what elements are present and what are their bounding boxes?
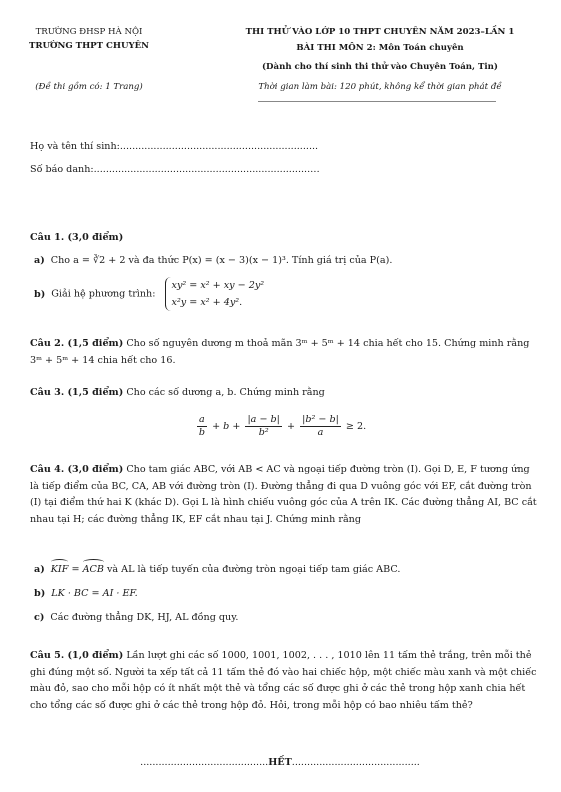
question-2-heading: Câu 2. (1,5 điểm) <box>30 338 124 349</box>
question-3-text: Cho các số dương a, b. Chứng minh rằng <box>126 387 325 398</box>
question-5-heading: Câu 5. (1,0 điểm) <box>30 650 124 661</box>
question-3-inequality <box>0 414 561 439</box>
angle-equals: = <box>71 564 80 575</box>
question-3 <box>30 385 540 402</box>
question-1-heading: Câu 1. (3,0 điểm) <box>30 232 124 243</box>
exam-title: THI THỬ VÀO LỚP 10 THPT CHUYÊN NĂM 2023–LẦN 1 <box>245 27 515 37</box>
question-4b-text: LK · BC = AI · EF. <box>51 588 138 599</box>
question-4a-label: a) <box>34 564 45 575</box>
exam-audience: (Dành cho thí sinh thi thử vào Chuyên Toán, Tin) <box>261 62 498 72</box>
question-4-text: Cho tam giác ABC, với AB < AC và ngoại tiếp đường tròn (I). Gọi D, E, F tương ứng là tiếp điểm của BC, CA, AB với đường tròn (I). Đường thẳng đi qua D vuông góc với EF, cắt đường tròn (I) tại điểm thứ hai K (khác D). Gọi L là hình chiếu vuông góc của A trên IK. Các đường thẳng AI, BC cắt nhau tại H; các đường thẳng IK, EF cắt nhau tại J. Chứng minh rằng <box>30 464 537 525</box>
end-marker <box>140 757 420 768</box>
exam-subject: BÀI THI MÔN 2: Môn Toán chuyên <box>296 43 464 53</box>
equation-1: xy² = x² + xy − 2y² <box>171 280 265 291</box>
question-4c <box>34 610 539 626</box>
student-name-line: Họ và tên thí sinh:................................................................. <box>30 141 319 152</box>
question-1b-text: Giải hệ phương trình: <box>51 288 156 300</box>
question-1a-text: Cho a = ∛2 + 2 và đa thức P(x) = (x − 3)(x − 1)³. Tính giá trị của P(a). <box>50 255 393 266</box>
school-name: TRƯỜNG THPT CHUYÊN <box>28 41 150 51</box>
fraction-3-numerator: |b² − b| <box>302 414 339 425</box>
exam-time: Thời gian làm bài: 120 phút, không kể thời gian phát đề <box>258 82 502 92</box>
equation-system <box>165 277 265 311</box>
fraction-2 <box>245 414 281 439</box>
angle-kif: KIF <box>51 562 69 578</box>
question-4b <box>34 586 539 602</box>
school-name-top: TRƯỜNG ĐHSP HÀ NỘI <box>35 27 143 37</box>
end-text: HẾT <box>268 757 292 768</box>
question-4a-text: và AL là tiếp tuyến của đường tròn ngoại tiếp tam giác ABC. <box>106 564 401 575</box>
question-1a <box>34 253 539 269</box>
question-1b <box>34 277 539 311</box>
question-5-text: Lần lượt ghi các số 1000, 1001, 1002, . . . , 1010 lên 11 tấm thẻ trắng, trên mỗi thẻ ghi đúng một số. Người ta xếp tất cả 11 tấm thẻ đó vào hai chiếc hộp, một chiếc màu xanh và một chiếc màu đỏ, sao cho mỗi hộp có ít nhất một thẻ và tổng các số được ghi ở các thẻ trong hộp xanh chia hết cho tổng các số được ghi ở các thẻ trong hộp đỏ. Hỏi, trong mỗi hộp có bao nhiêu tấm thẻ? <box>30 650 537 711</box>
question-3-heading: Câu 3. (1,5 điểm) <box>30 387 124 398</box>
question-2 <box>30 336 540 369</box>
angle-acb: ACB <box>83 562 104 578</box>
inequality-plus: + <box>286 421 296 432</box>
fraction-1-numerator: a <box>197 414 207 427</box>
fraction-2-denominator: b² <box>258 427 269 438</box>
question-5 <box>30 648 540 714</box>
fraction-1-denominator: b <box>198 427 205 438</box>
question-4c-label: c) <box>34 612 45 623</box>
student-id-line: Số báo danh:.......................................................................… <box>30 164 320 175</box>
end-dots-right: .......................................... <box>291 757 420 768</box>
question-4c-text: Các đường thẳng DK, HJ, AL đồng quy. <box>50 612 239 623</box>
fraction-2-numerator: |a − b| <box>247 414 280 425</box>
fraction-3-denominator: a <box>317 427 324 438</box>
end-dots-left: .......................................... <box>140 757 269 768</box>
question-4a <box>34 562 539 578</box>
pages-note: (Đề thi gồm có: 1 Trang) <box>35 82 143 92</box>
question-1-title <box>30 230 540 247</box>
inequality-tail: ≥ 2. <box>345 421 367 432</box>
question-1b-label: b) <box>34 288 46 300</box>
header-divider <box>258 101 496 102</box>
question-2-text: Cho số nguyên dương m thoả mãn 3ᵐ + 5ᵐ + 14 chia hết cho 15. Chứng minh rằng 3ᵐ + 5ᵐ + 14 chia hết cho 16. <box>30 338 530 366</box>
question-4-heading: Câu 4. (3,0 điểm) <box>30 464 124 475</box>
equation-2: x²y = x² + 4y². <box>171 297 243 308</box>
question-1a-label: a) <box>34 255 45 266</box>
inequality-mid: + b + <box>212 421 241 432</box>
question-4 <box>30 462 540 528</box>
fraction-1 <box>197 414 207 439</box>
fraction-3 <box>300 414 341 439</box>
question-4b-label: b) <box>34 588 46 599</box>
